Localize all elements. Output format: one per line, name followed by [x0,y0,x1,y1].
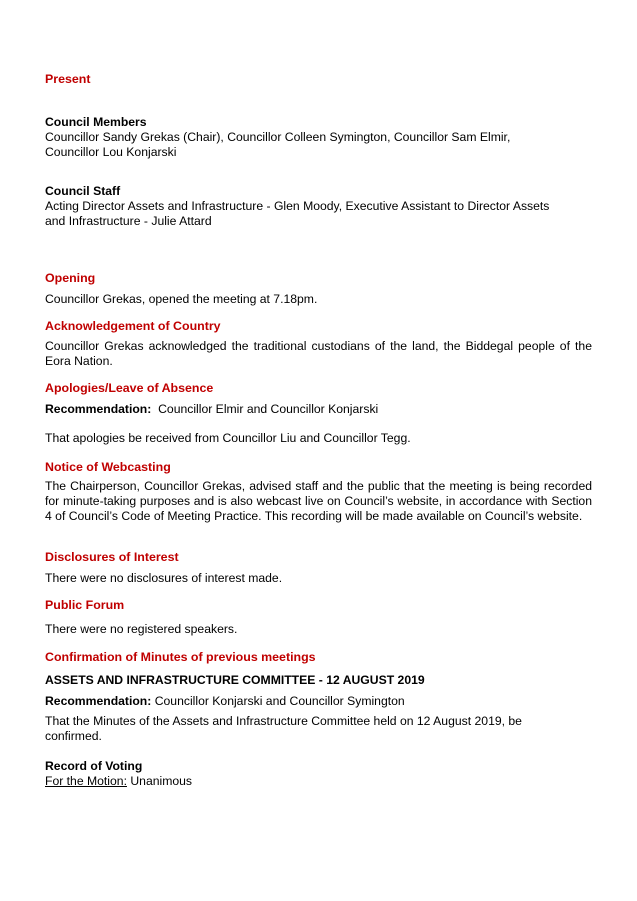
for-motion-value: Unanimous [130,774,193,788]
for-motion-label: For the Motion: [45,774,127,788]
minutes-recommendation [45,694,592,709]
public-forum-text-para: There were no registered speakers. [45,622,238,636]
webcasting-text [45,479,592,524]
council-staff-heading: Council Staff [45,184,121,198]
council-members-line-1: Councillor Sandy Grekas (Chair), Councillor Colleen Symington, Councillor Sam Elmir, [45,130,511,144]
acknowledgement-heading: Acknowledgement of Country [45,319,221,333]
webcasting-text-para: The Chairperson, Councillor Grekas, advised staff and the public that the meeting is being recorded for minute-taking purposes and is also webcast live on Council’s website, in accordance with Section 4 of Council’s Code of Meeting Practice. This recording will be made available on Council’s website. [45,479,592,523]
opening-heading: Opening [45,271,96,285]
disclosures-text [45,571,592,586]
council-staff-section [45,184,592,229]
council-members-section [45,115,592,160]
apologies-text-para: That apologies be received from Councillor Liu and Councillor Tegg. [45,431,411,445]
minutes-item-title [45,673,592,688]
record-of-voting-heading: Record of Voting [45,759,143,773]
public-forum-text [45,622,592,637]
council-members-heading: Council Members [45,115,147,129]
acknowledgement-text-para: Councillor Grekas acknowledged the traditional custodians of the land, the Biddegal people of the Eora Nation. [45,339,592,368]
council-staff-line-2: and Infrastructure - Julie Attard [45,214,212,228]
minutes-rec-label: Recommendation: [45,694,152,708]
opening-text-para: Councillor Grekas, opened the meeting at 7.18pm. [45,292,318,306]
apologies-rec-value: Councillor Elmir and Councillor Konjarski [158,402,379,416]
council-members-line-2: Councillor Lou Konjarski [45,145,177,159]
council-staff-line-1: Acting Director Assets and Infrastructure - Glen Moody, Executive Assistant to Director Assets [45,199,550,213]
minutes-text-line-2: confirmed. [45,729,102,743]
acknowledgement-text [45,339,592,369]
apologies-text [45,431,592,446]
disclosures-text-para: There were no disclosures of interest made. [45,571,283,585]
minutes-item-title-text: ASSETS AND INFRASTRUCTURE COMMITTEE - 12 AUGUST 2019 [45,673,425,687]
opening-text [45,292,592,307]
apologies-heading: Apologies/Leave of Absence [45,381,214,395]
webcasting-heading: Notice of Webcasting [45,460,171,474]
apologies-recommendation [45,402,592,417]
minutes-rec-value: Councillor Konjarski and Councillor Symington [154,694,405,708]
disclosures-heading: Disclosures of Interest [45,550,179,564]
minutes-heading: Confirmation of Minutes of previous meetings [45,650,316,664]
present-heading: Present [45,72,91,86]
minutes-text-line-1: That the Minutes of the Assets and Infrastructure Committee held on 12 August 2019, be [45,714,522,728]
minutes-text [45,714,592,744]
apologies-rec-label: Recommendation: [45,402,152,416]
record-of-voting [45,759,592,789]
public-forum-heading: Public Forum [45,598,125,612]
